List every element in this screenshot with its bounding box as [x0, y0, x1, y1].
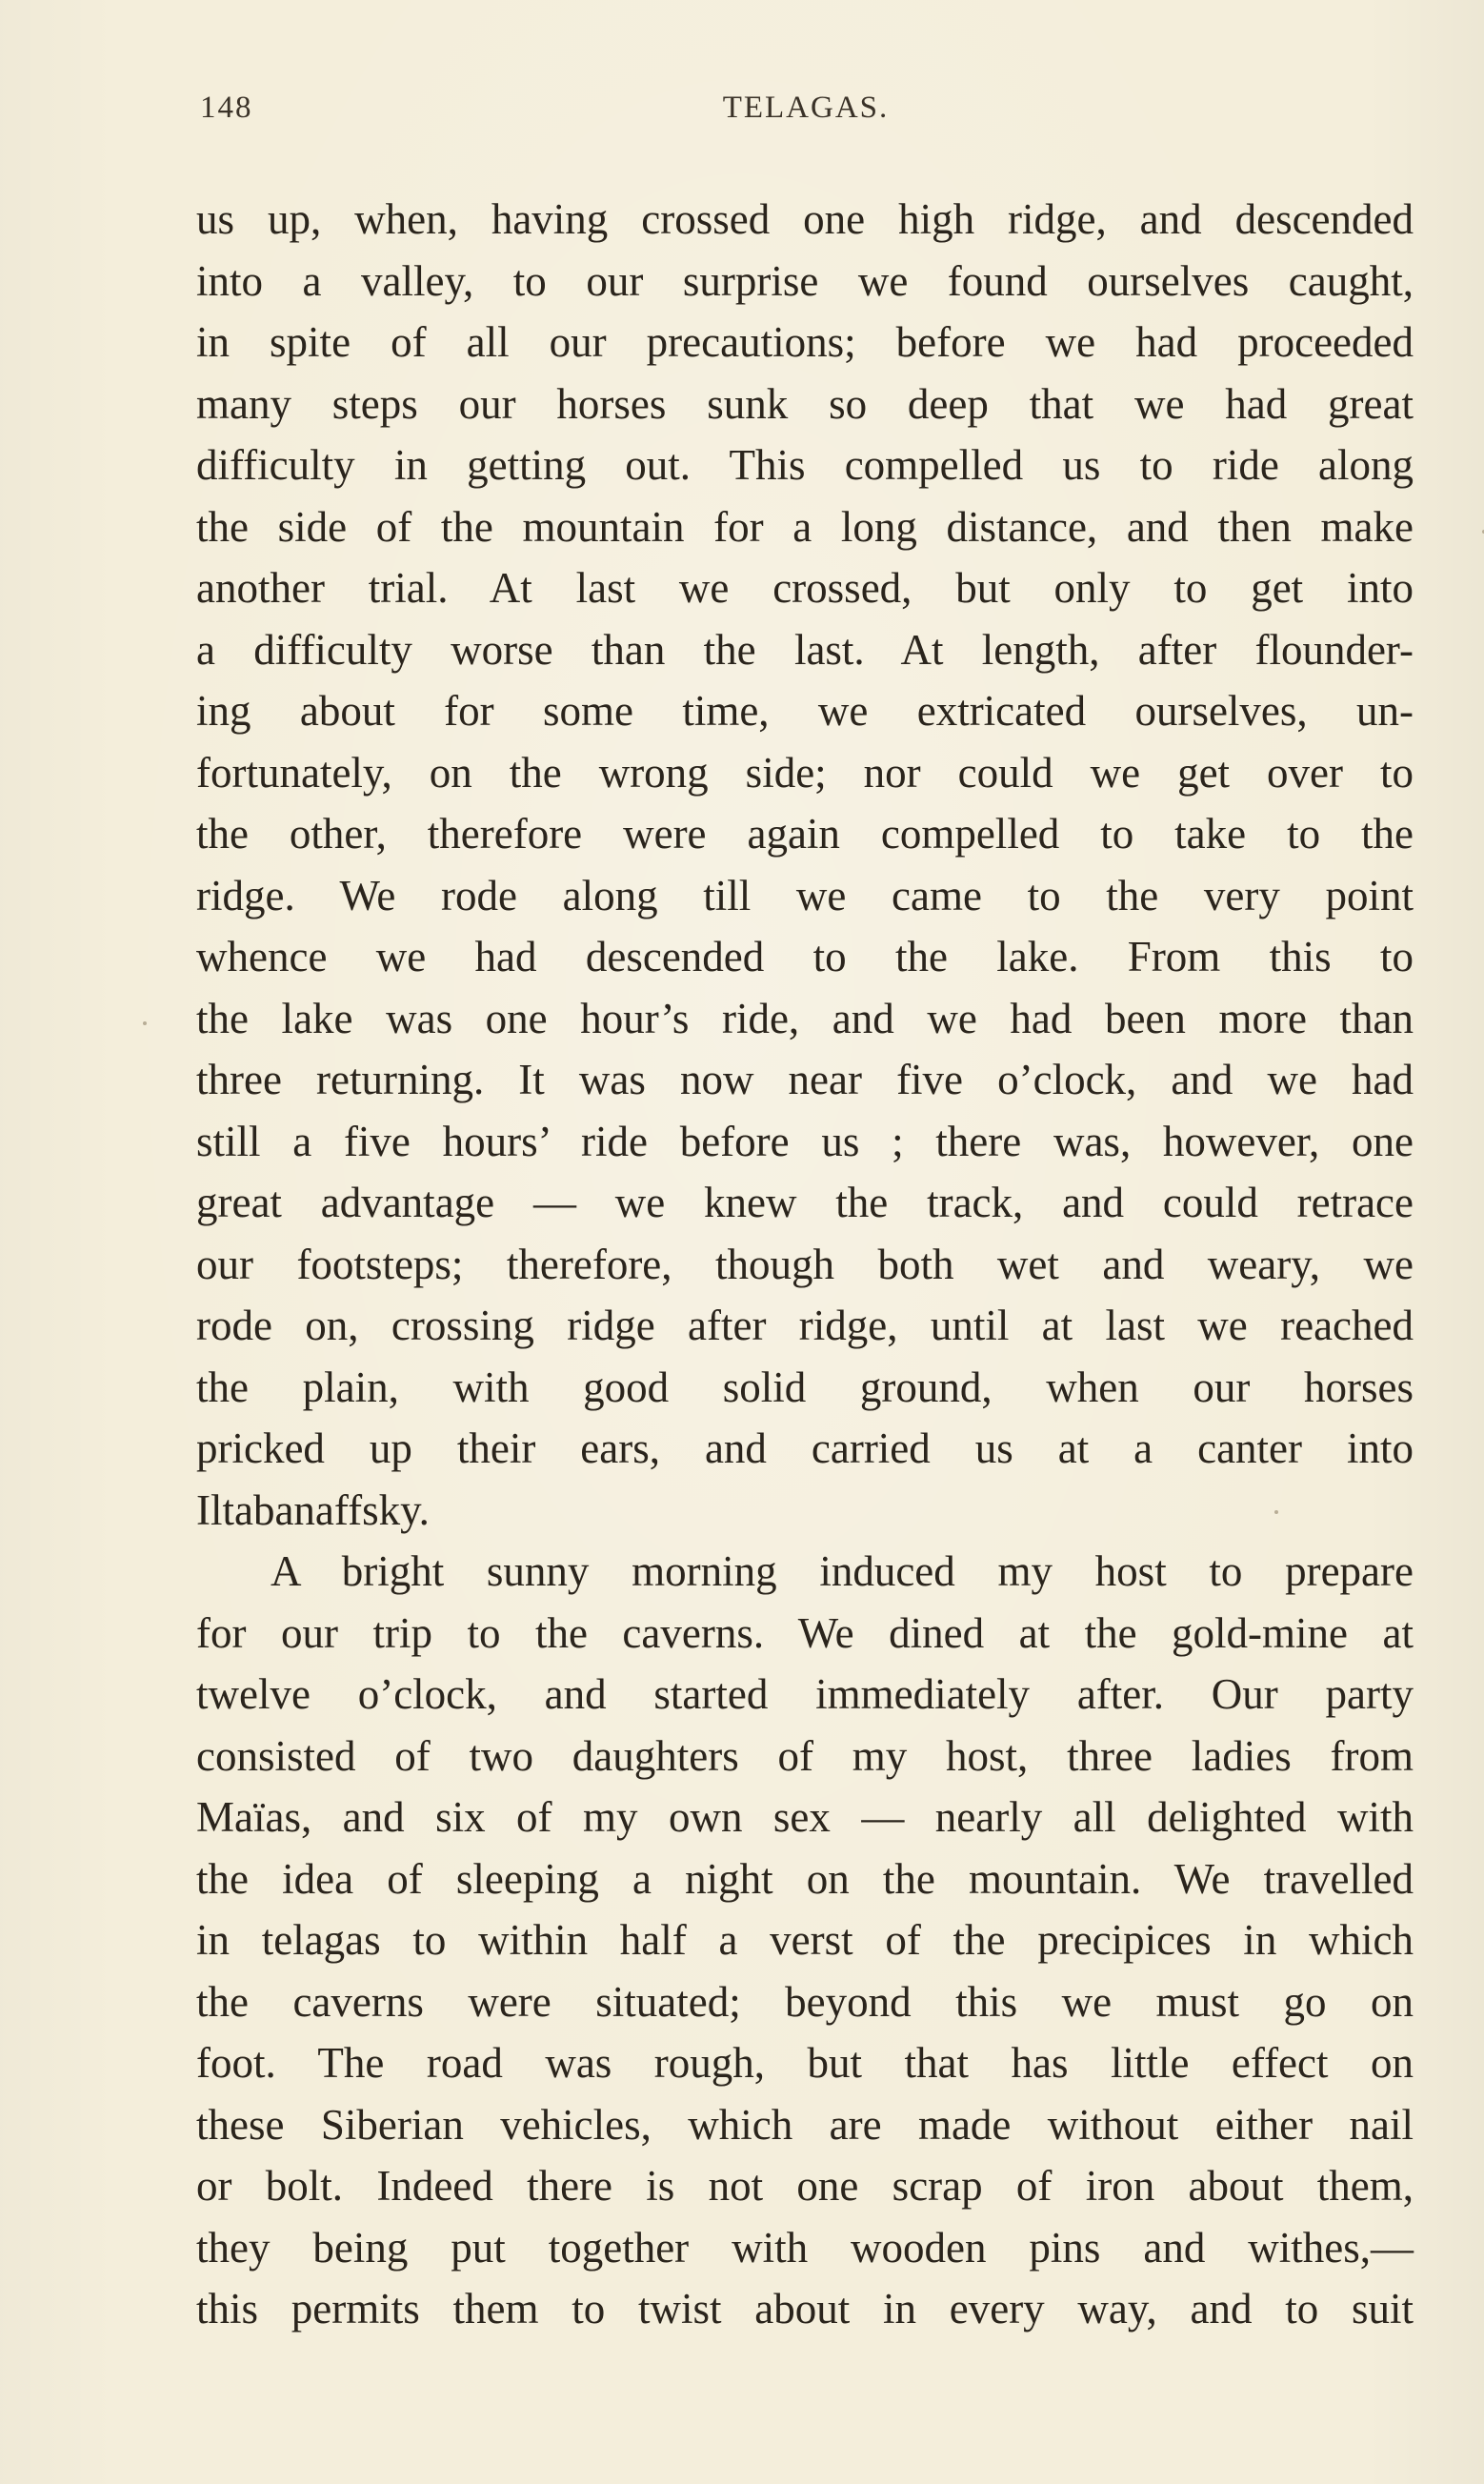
- body-text: [196, 189, 1414, 2340]
- page-number: 148: [200, 91, 253, 125]
- paper-speck: [1274, 1510, 1278, 1514]
- text-line: a difficulty worse than the last. At length, after flounder-: [196, 625, 1414, 674]
- text-line: rode on, crossing ridge after ridge, until at last we reached: [196, 1302, 1414, 1349]
- text-line: the caverns were situated; beyond this we must go on: [196, 1977, 1414, 2026]
- text-line: pricked up their ears, and carried us at a canter into: [196, 1424, 1414, 1472]
- text-line: the idea of sleeping a night on the mountain. We travelled: [196, 1854, 1414, 1903]
- text-line: many steps our horses sunk so deep that we had great: [196, 379, 1414, 428]
- text-line: three returning. It was now near five o’clock, and we had: [196, 1056, 1414, 1103]
- text-line: Maïas, and six of my own sex — nearly all delighted with: [196, 1793, 1414, 1841]
- text-line: into a valley, to our surprise we found ourselves caught,: [196, 256, 1414, 305]
- text-line: ridge. We rode along till we came to the very point: [196, 871, 1414, 919]
- text-line: fortunately, on the wrong side; nor could we get over to: [196, 748, 1414, 797]
- text-line: in telagas to within half a verst of the precipices in which: [196, 1916, 1414, 1964]
- text-line: this permits them to twist about in every way, and to suit: [196, 2285, 1414, 2333]
- text-line: whence we had descended to the lake. From this to: [196, 933, 1414, 980]
- text-line: foot. The road was rough, but that has little effect on: [196, 2039, 1414, 2087]
- text-line: the side of the mountain for a long distance, and then make: [196, 502, 1414, 551]
- text-line: they being put together with wooden pins and withes,—: [196, 2223, 1414, 2272]
- text-line: our footsteps; therefore, though both wet and weary, we: [196, 1240, 1414, 1288]
- text-line: the lake was one hour’s ride, and we had been more than: [196, 994, 1414, 1042]
- text-line: the plain, with good solid ground, when our horses: [196, 1363, 1414, 1411]
- text-line: consisted of two daughters of my host, three ladies from: [196, 1731, 1414, 1780]
- text-line: great advantage — we knew the track, and could retrace: [196, 1179, 1414, 1226]
- running-head: [200, 91, 1412, 138]
- text-line: difficulty in getting out. This compelled us to ride along: [196, 441, 1414, 489]
- paragraph-start-line: A bright sunny morning induced my host to prepare: [271, 1547, 1414, 1595]
- text-line: in spite of all our precautions; before we had proceeded: [196, 318, 1414, 366]
- text-line: another trial. At last we crossed, but only to get into: [196, 564, 1414, 612]
- text-line: still a five hours’ ride before us ; there was, however, one: [196, 1117, 1414, 1165]
- text-line: ing about for some time, we extricated ourselves, un-: [196, 687, 1414, 735]
- text-line: us up, when, having crossed one high ridge, and descended: [196, 195, 1414, 243]
- running-title: TELAGAS.: [722, 91, 890, 125]
- text-line: these Siberian vehicles, which are made without either nail: [196, 2100, 1414, 2149]
- paragraph-end-line: Iltabanaffsky.: [196, 1485, 430, 1534]
- text-line: or bolt. Indeed there is not one scrap of iron about them,: [196, 2162, 1414, 2210]
- paper-speck: [143, 1021, 147, 1025]
- text-line: the other, therefore were again compelled to take to the: [196, 810, 1414, 858]
- text-line: twelve o’clock, and started immediately after. Our party: [196, 1670, 1414, 1718]
- text-line: for our trip to the caverns. We dined at the gold-mine at: [196, 1608, 1414, 1657]
